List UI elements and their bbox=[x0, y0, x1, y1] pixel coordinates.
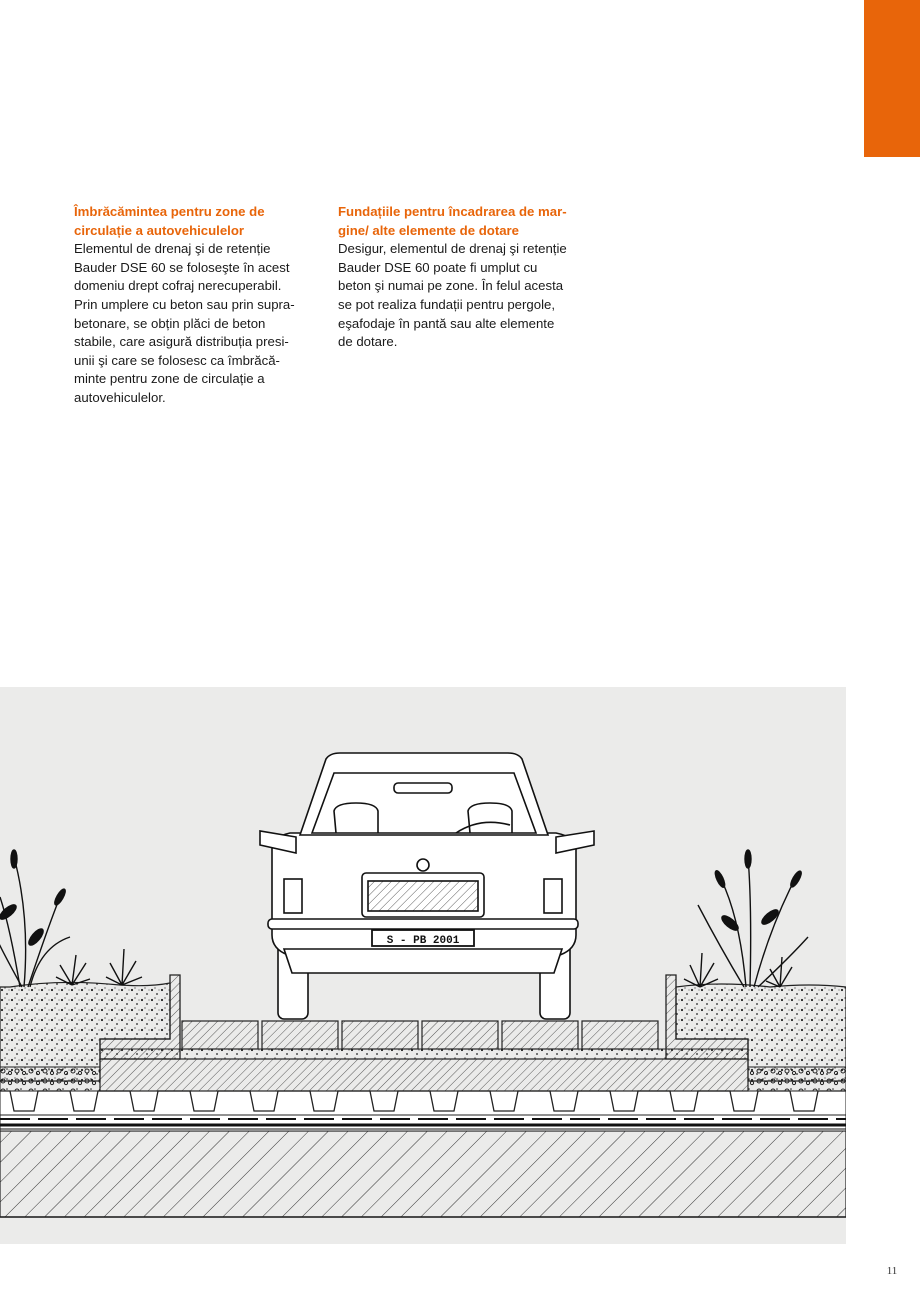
orange-section-tab bbox=[864, 0, 920, 157]
pavers bbox=[182, 1021, 658, 1049]
concrete-fill bbox=[100, 1059, 748, 1091]
cross-section-drawing bbox=[0, 687, 846, 1244]
concrete-slab bbox=[0, 1131, 846, 1217]
text-column-left bbox=[74, 203, 324, 408]
plants-right bbox=[684, 850, 808, 987]
body-foundations: Desigur, elementul de drenaj şi retenție Bauder DSE 60 poate fi umplut cu beton şi numai pe zone. În felul acesta se pot realiza fundații pentru pergole, eşafodaje în pantă sau alte elemente de dotare. bbox=[338, 241, 567, 350]
drainage-element bbox=[0, 1091, 846, 1115]
plants-left bbox=[0, 850, 142, 987]
cross-section-illustration bbox=[0, 687, 846, 1244]
car-front-view bbox=[260, 753, 594, 1019]
heading-traffic-surfaces: Îmbrăcămintea pentru zone de circulație a autovehiculelor bbox=[74, 204, 265, 238]
text-column-right bbox=[338, 203, 588, 352]
page-number: 11 bbox=[886, 1265, 898, 1277]
body-traffic-surfaces: Elementul de drenaj şi de retenție Bauder DSE 60 se foloseşte în acest domeniu drept cofraj nerecuperabil. Prin umplere cu beton sau prin supra- betonare, se obțin plăci de beton stabile, care asigură distribuția presi- unii şi care se folosesc ca îmbrăcă- minte pentru zone de circulație a autovehiculelor. bbox=[74, 241, 295, 405]
license-plate-text: S - PB 2001 bbox=[386, 935, 460, 947]
heading-foundations: Fundațiile pentru încadrarea de mar- gine/ alte elemente de dotare bbox=[338, 204, 567, 238]
